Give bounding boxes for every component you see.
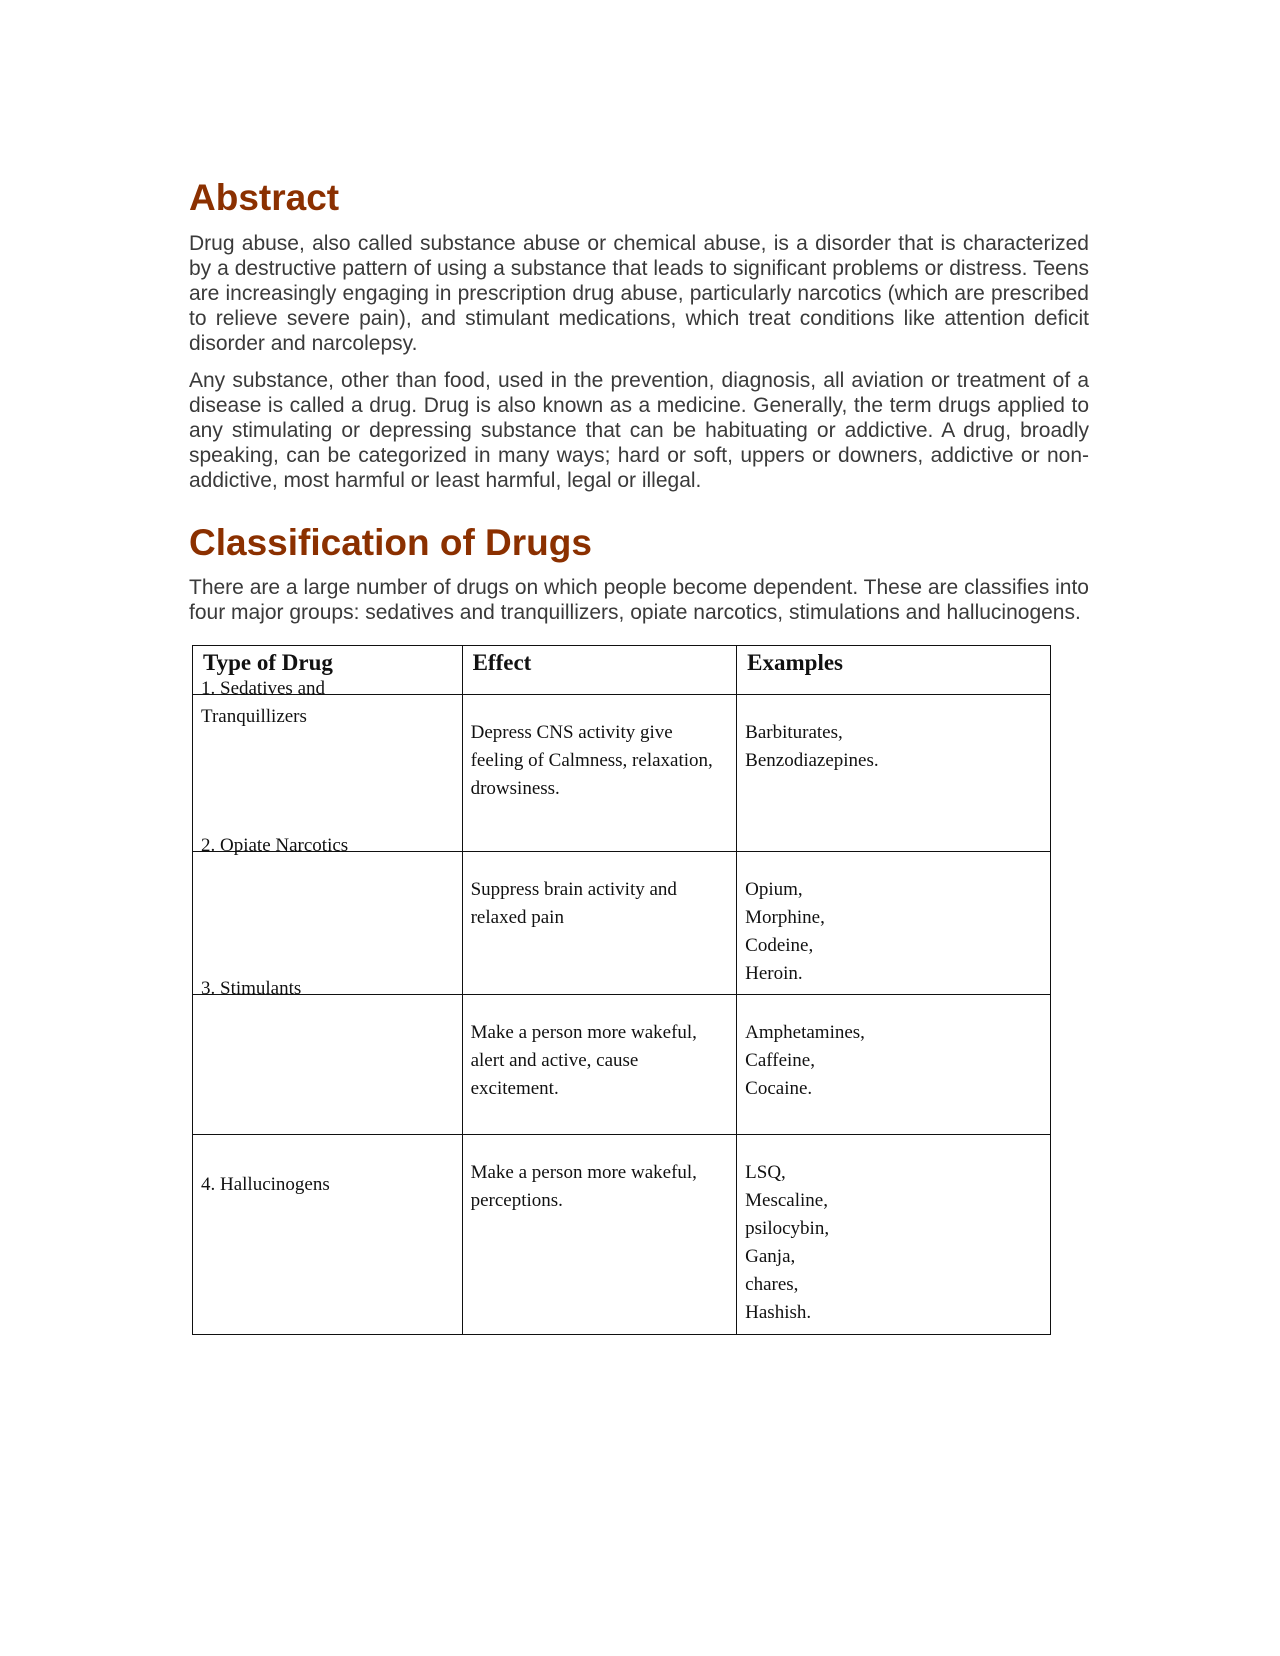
examples-list (745, 1019, 1042, 1103)
type-line: 2. Opiate Narcotics (201, 835, 349, 857)
example-item: chares, (745, 1274, 799, 1296)
classification-intro: There are a large number of drugs on which people become dependent. These are classifies into four major groups: sedatives and tranquillizers, opiate narcotics, stimulations and hallucinogens. (189, 576, 1089, 625)
example-item: Codeine, (745, 935, 814, 957)
examples-cell (737, 1135, 1051, 1335)
header-type-of-drug: Type of Drug (193, 646, 463, 695)
header-effect: Effect (462, 646, 737, 695)
example-item: Hashish. (745, 1302, 812, 1324)
table-row (193, 695, 1051, 852)
example-item: Barbiturates, (745, 722, 843, 744)
example-item: LSQ, (745, 1162, 786, 1184)
examples-list (745, 1159, 1042, 1327)
example-item: Heroin. (745, 963, 803, 985)
type-cell (193, 678, 463, 852)
effect-text: Make a person more wakeful, perceptions. (470, 1162, 697, 1212)
classification-heading: Classification of Drugs (189, 521, 592, 563)
example-item: Cocaine. (745, 1078, 813, 1100)
effect-cell (462, 695, 737, 852)
example-item: Benzodiazepines. (745, 750, 879, 772)
drug-classification-table (192, 645, 1051, 1335)
header-examples: Examples (737, 646, 1051, 695)
example-item: Ganja, (745, 1246, 796, 1268)
type-line: Tranquillizers (201, 706, 307, 728)
effect-cell (462, 995, 737, 1135)
examples-cell (737, 995, 1051, 1135)
examples-cell (737, 695, 1051, 852)
effect-cell (462, 1135, 737, 1335)
abstract-paragraph-2: Any substance, other than food, used in the prevention, diagnosis, all aviation or treatment of a disease is called a drug. Drug is also known as a medicine. Generally, the term drugs applied to any stimulating or depressing substance that can be habituating or addictive. A drug, broadly speaking, can be categorized in many ways; hard or soft, uppers or downers, addictive or non-addictive, most harmful or least harmful, legal or illegal. (189, 368, 1089, 492)
example-item: Amphetamines, (745, 1022, 865, 1044)
type-line: 3. Stimulants (201, 978, 302, 1000)
type-cell (193, 1135, 463, 1335)
type-cell (193, 835, 463, 995)
example-item: Opium, (745, 879, 803, 901)
examples-list (745, 719, 1042, 775)
abstract-paragraph-1: Drug abuse, also called substance abuse or chemical abuse, is a disorder that is characterized by a destructive pattern of using a substance that leads to significant problems or distress. Teens are increasingly engaging in prescription drug abuse, particularly narcotics (which are prescribed to relieve severe pain), and stimulant medications, which treat conditions like attention deficit disorder and narcolepsy. (189, 231, 1089, 355)
document-page (189, 178, 1089, 1335)
effect-text: Suppress brain activity and relaxed pain (470, 879, 677, 929)
example-item: Mescaline, (745, 1190, 828, 1212)
examples-cell (737, 852, 1051, 995)
example-item: Caffeine, (745, 1050, 815, 1072)
table-row (193, 995, 1051, 1135)
table-row (193, 852, 1051, 995)
effect-cell (462, 852, 737, 995)
type-line: 4. Hallucinogens (201, 1174, 330, 1196)
abstract-heading: Abstract (189, 177, 340, 218)
example-item: psilocybin, (745, 1218, 830, 1240)
type-line: 1. Sedatives and (201, 678, 326, 700)
type-cell (193, 978, 463, 1135)
effect-text: Depress CNS activity give feeling of Calmness, relaxation, drowsiness. (470, 722, 713, 800)
examples-list (745, 876, 1042, 988)
example-item: Morphine, (745, 907, 825, 929)
table-row (193, 1135, 1051, 1335)
effect-text: Make a person more wakeful, alert and active, cause excitement. (470, 1022, 697, 1100)
